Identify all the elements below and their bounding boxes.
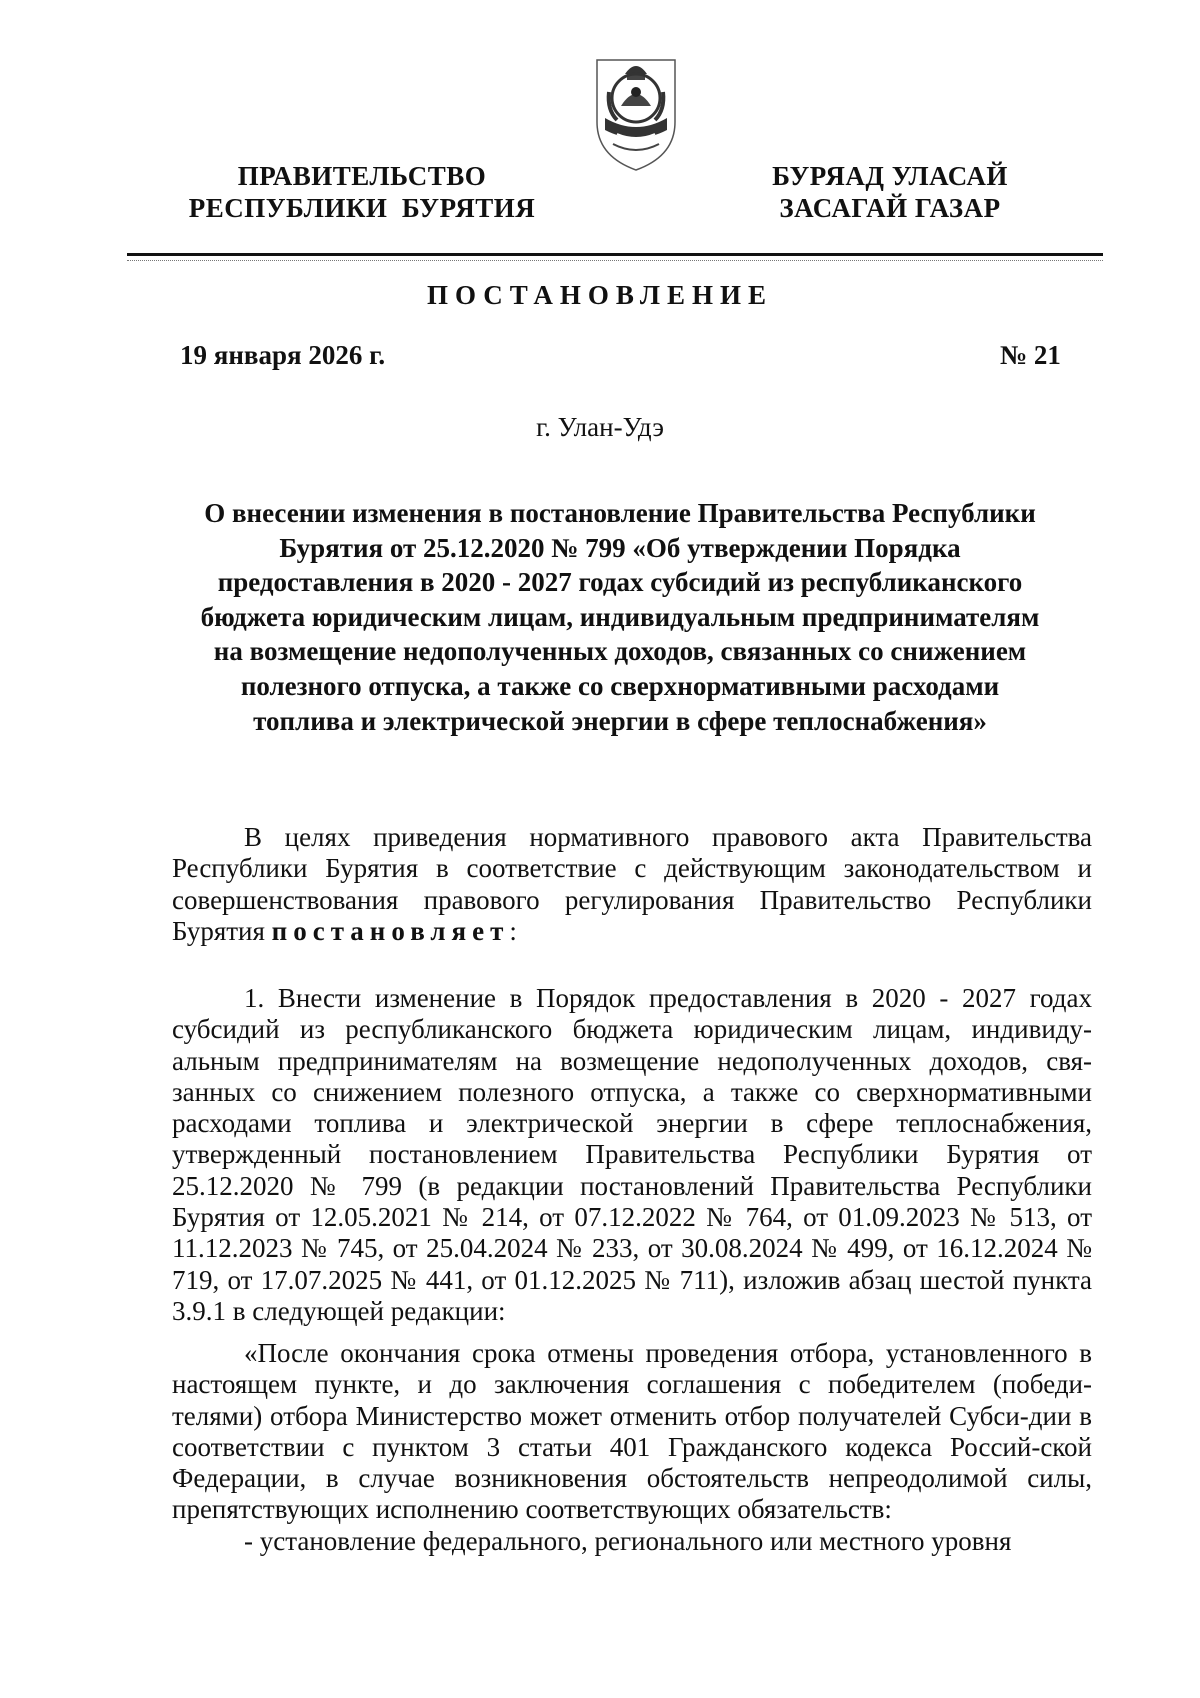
bullet-1: - установление федерального, регионального или местного уровня (244, 1525, 1012, 1556)
item-1-text: 1. Внести изменение в Порядок предоставления в 2020 - 2027 годах субсидий из республиканского бюджета юридическим лицам, индивиду-альным предпринимателям на возмещение недополученных доходов, свя-занных со снижением полезного отпуска, а также со сверхнормативными расходами топлива и электрической энергии в сфере теплоснабжения, утвержденный постановлением Правительства Республики Бурятия от 25.12.2020 № 799 (в редакции постановлений Правительства Республики Бурятия от 12.05.2021 № 214, от 07.12.2022 № 764, от 01.09.2023 № 513, от 11.12.2023 № 745, от 25.04.2024 № 233, от 30.08.2024 № 499, от 16.12.2024 № 719, от 17.07.2025 № 441, от 01.12.2025 № 711), изложив абзац шестой пункта 3.9.1 в следующей редакции: (172, 983, 1092, 1326)
item-1-paragraph (172, 983, 1092, 1327)
quote-paragraph: «После окончания срока отмены проведения отбора, установленного в настоящем пункте, и до заключения соглашения с победителем (победи-телями) отбора Министерство может отменить отбор получателей Субси-дии в соответствии с пунктом 3 статьи 401 Гражданского кодекса Россий-ской Федерации, в случае возникновения обстоятельств непреодолимой силы, препятствующих исполнению соответствующих обязательств: (172, 1338, 1092, 1525)
preamble-paragraph (172, 822, 1092, 947)
document-number: № 21 (1000, 340, 1061, 370)
header-divider (127, 253, 1103, 256)
document-type-title: ПОСТАНОВЛЕНИЕ (426, 280, 774, 310)
document-date: 19 января 2026 г. (180, 340, 386, 370)
quoted-amendment (172, 1338, 1092, 1557)
header-left-line2: РЕСПУБЛИКИ БУРЯТИЯ (188, 193, 536, 223)
resolves-word: постановляет (271, 915, 510, 946)
header-left (172, 160, 552, 224)
preamble-text: В целях приведения нормативного правового акта Правительства Республики Бурятия в соответствие с действующим законодательством и совершенствования правового регулирования Правительство Республики Бурятия (172, 822, 1092, 946)
document-city: г. Улан-Удэ (536, 412, 664, 442)
document-subject: О внесении изменения в постановление Правительства Республики Бурятия от 25.12.2020 № 799 «Об утверждении Порядка предоставления в 2020 - 2027 годах субсидий из республиканского бюджета юридическим лицам, индивидуальным предпринимателям на возмещение недополученных доходов, связанных со снижением полезного отпуска, а также со сверхнормативными расходами топлива и электрической энергии в сфере теплоснабжения» (200, 498, 1040, 736)
preamble-tail: : (509, 915, 517, 946)
coat-of-arms-icon (591, 52, 681, 174)
header-right (750, 160, 1030, 224)
header-left-line1: ПРАВИТЕЛЬСТВО (237, 161, 487, 191)
header-right-line2: ЗАСАГАЙ ГАЗАР (779, 193, 1001, 223)
header-divider-thin (127, 260, 1103, 261)
header-right-line1: БУРЯАД УЛАСАЙ (772, 161, 1008, 191)
